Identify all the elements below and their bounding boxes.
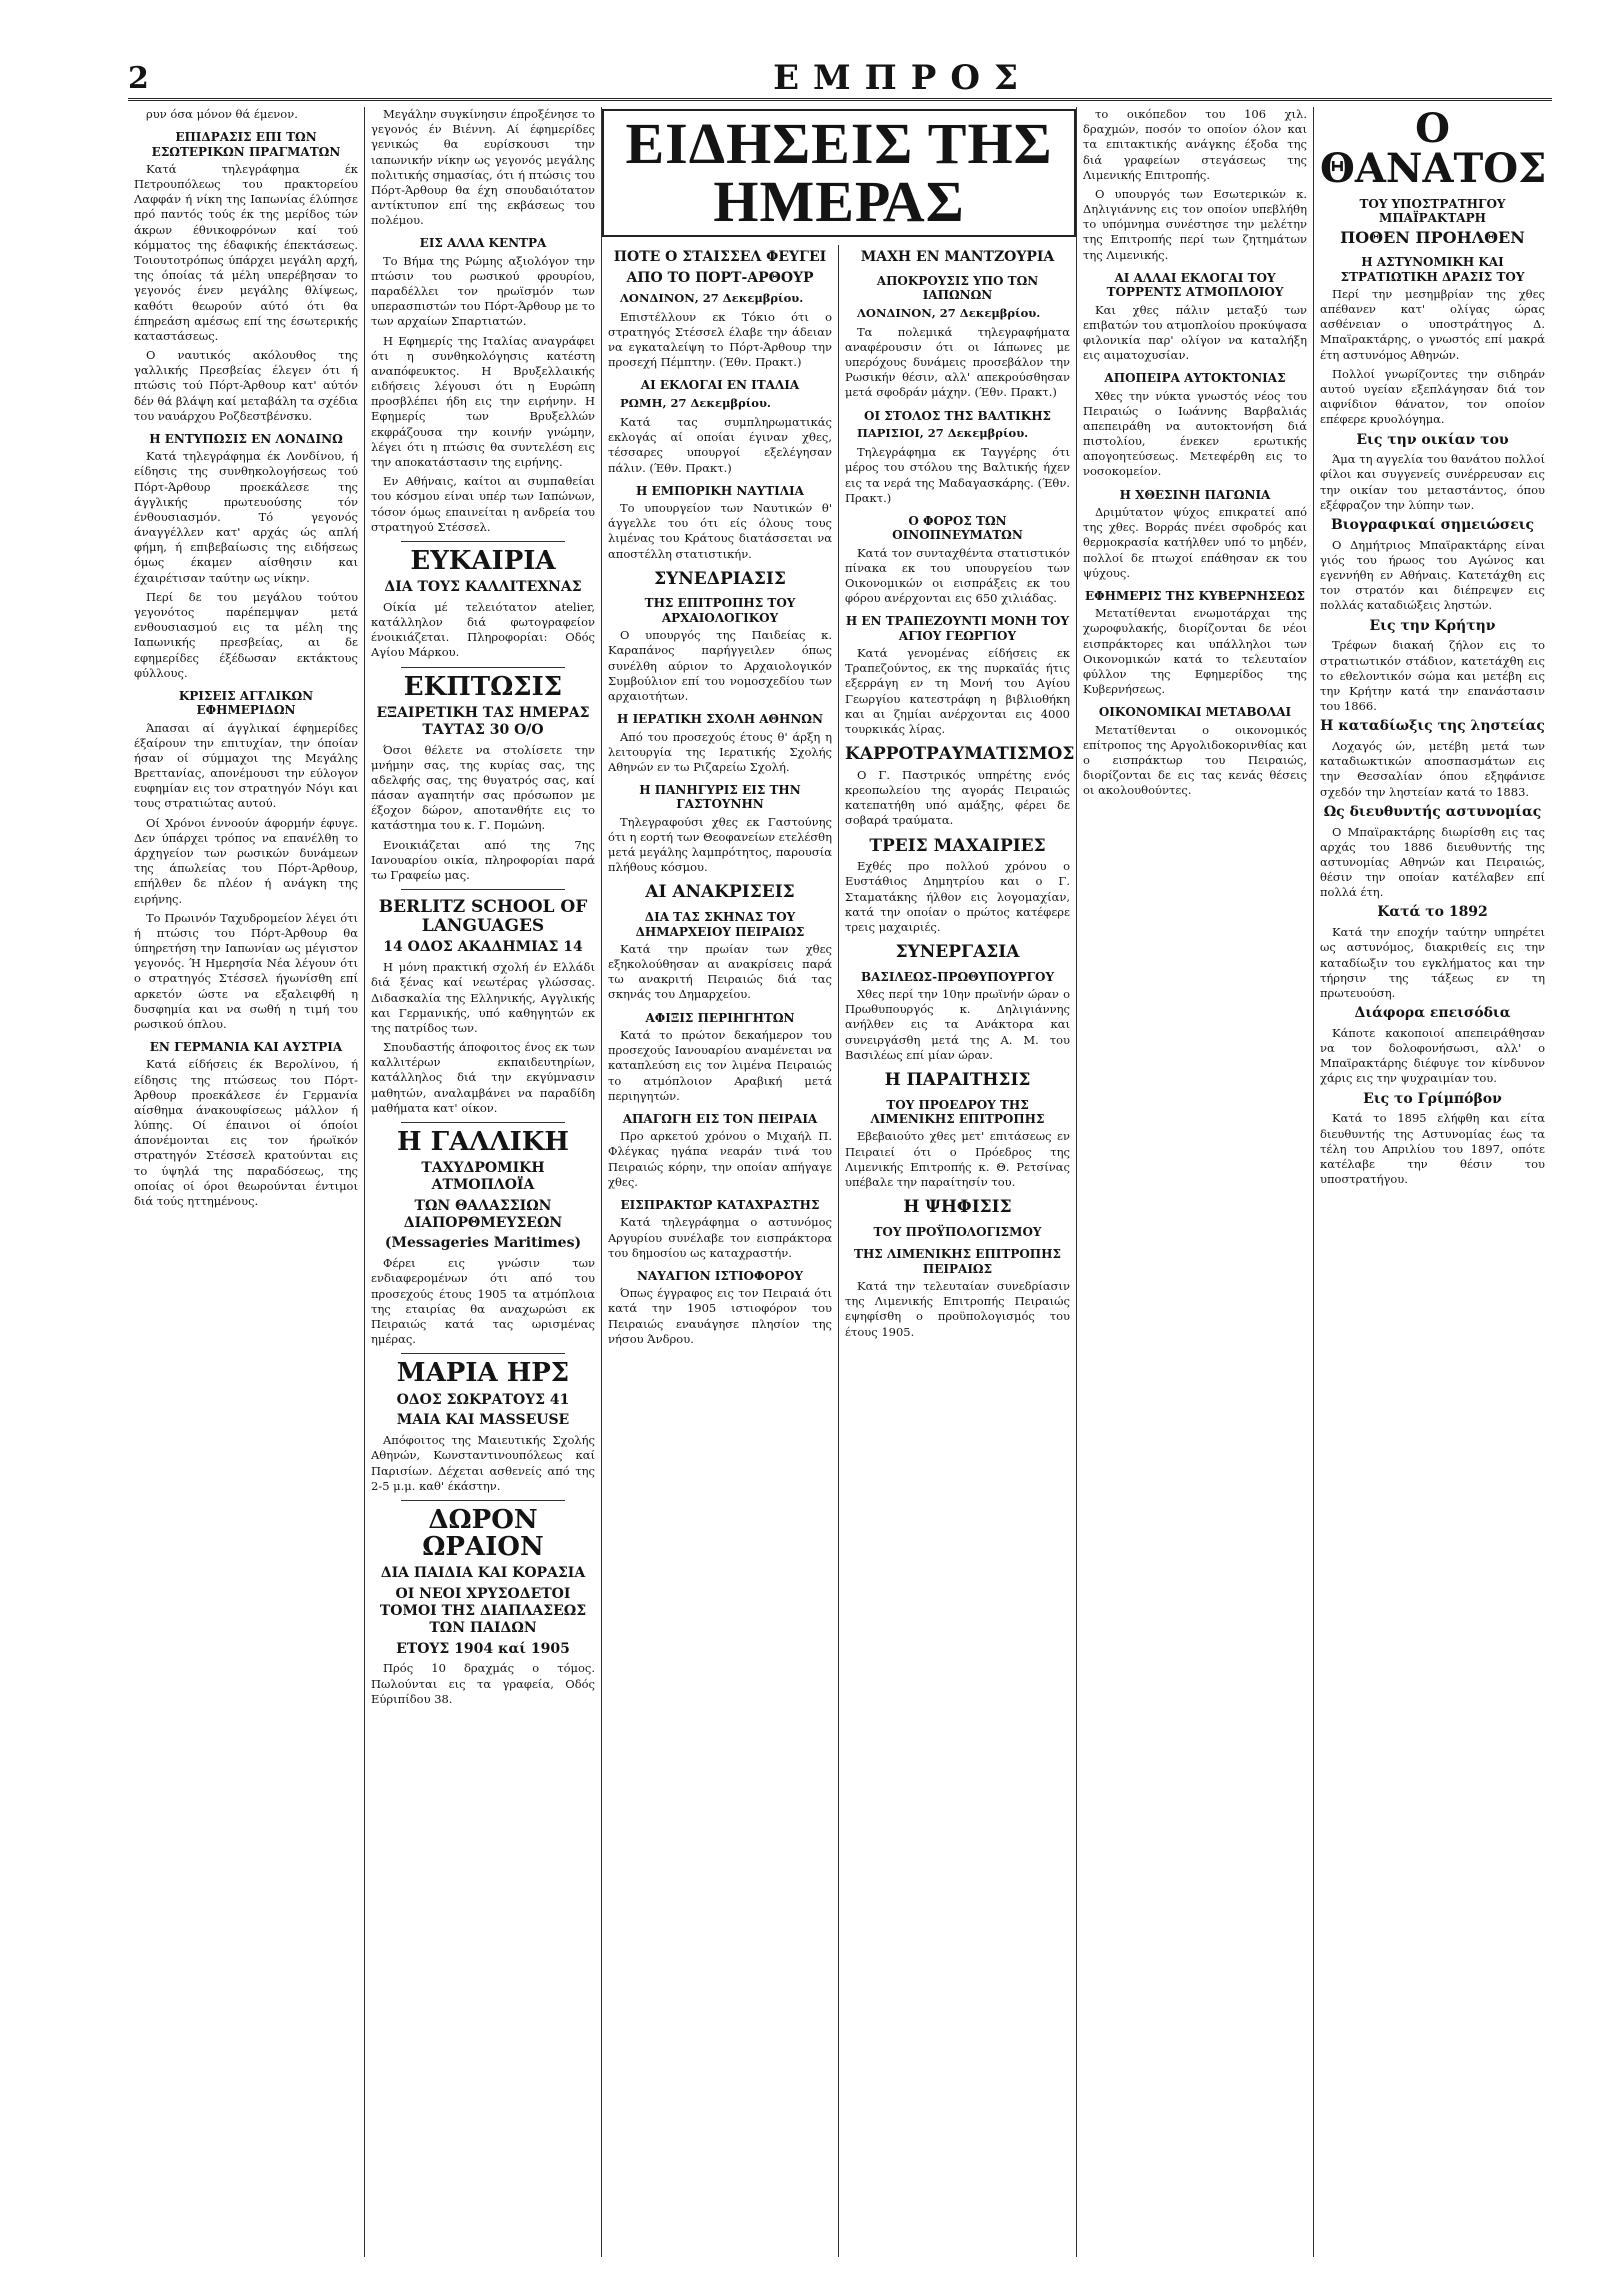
headline: Η ΨΗΦΙΣΙΣ: [903, 1197, 1012, 1218]
dateline: ΡΩΜΗ, 27 Δεκεμβρίου.: [620, 395, 771, 410]
headline: ΑΠΟΠΕΙΡΑ ΑΥΤΟΚΤΟΝΙΑΣ: [1104, 371, 1286, 386]
headline: Ο ΦΟΡΟΣ ΤΩΝ ΟΙΝΟΠΝΕΥΜΑΤΩΝ: [892, 513, 1023, 543]
column-6: [1314, 107, 1551, 2257]
section-heading: Η καταδίωξις της ληστείας: [1320, 718, 1545, 735]
article-text: Περί δε του μεγάλου τούτου γεγονότος παρέπεμψαν μετά ενθουσιασμού εις τα μέλη της Ιαπωνικής πρεσβείας, αι δε εφημερίδες έξέδωσαν εκτάκτους φύλλους.: [134, 589, 358, 680]
divider: [401, 1353, 565, 1354]
headline: ΕΦΗΜΕΡΙΣ ΤΗΣ ΚΥΒΕΡΝΗΣΕΩΣ: [1084, 588, 1305, 603]
page-number: 2: [128, 60, 149, 96]
article-text: Μετατίθενται ενωμοτάρχαι της χωροφυλακής, διορίζονται δε νέοι εισπράκτορες και υπάλληλοι των Οικονομικών κατά το τελευταίον φύλλον της Εφημερίδος της Κυβερνήσεως.: [1083, 606, 1307, 697]
article-text: Τηλεγράφημα εκ Ταγγέρης ότι μέρος του στόλου της Βαλτικής ήχεν εις τα νερά της Μαδαγασκάρης. (Έθν. Πρακτ.): [845, 445, 1070, 505]
article-text: Κάποτε κακοποιοί απεπειράθησαν να τον δολοφονήσωσι, αλλ' ο Μπαϊρακτάρης διέφυγε τον κίνδυνον χάρις εις την ψυχραιμίαν του.: [1320, 1025, 1545, 1086]
article-text: το οικόπεδον του 106 χιλ. δραχμών, ποσόν το οποίον όλον και τα επιτακτικής ανάγκης έξοδα της διά γραφείων στεγάσεως της Λιμενικής Επιτροπής.: [1083, 107, 1307, 182]
ad-subheadline: MAIA KAI MASSEUSE: [396, 1412, 570, 1429]
article-text: Άμα τη αγγελία του θανάτου πολλοί φίλοι και συγγενείς συνέρρευσαν εις την οικίαν του μεταστάντος, όπου εξέφραζον την λύπην των.: [1320, 452, 1545, 512]
main-headline: ΕΙΔΗΣΕΙΣ ΤΗΣ ΗΜΕΡΑΣ: [602, 109, 1076, 237]
feature-subheadline: ΤΟΥ ΥΠΟΣΤΡΑΤΗΓΟΥ ΜΠΑΪΡΑΚΤΑΡΗ: [1359, 197, 1506, 226]
article-text: Τα πολεμικά τηλεγραφήματα αναφέρουσιν ότι οι Ιάπωνες με υπερόχους δυνάμεις προσεβάλον την Ρωσικήν θέσιν, αλλ' απεκρούσθησαν μετά σφοδράν μάχην. (Έθν. Πρακτ.): [845, 324, 1070, 400]
article-text: Και χθες πάλιν μεταξύ των επιβατών του ατμοπλοίου προκύψασα φιλονικία παρ' ολίγον να καταλήξη εις αιματοχυσίαν.: [1083, 302, 1307, 363]
dateline: ΛΟΝΔΙΝΟΝ, 27 Δεκεμβρίου.: [857, 305, 1041, 320]
article-text: ρυν όσα μόνον θά έμενον.: [146, 107, 298, 121]
feature-subheadline: Η ΑΣΤΥΝΟΜΙΚΗ ΚΑΙ ΣΤΡΑΤΙΩΤΙΚΗ ΔΡΑΣΙΣ ΤΟΥ: [1340, 255, 1525, 284]
article-text: Κατά την εποχήν ταύτην υπηρέτει ως αστυνόμος, διακριθείς εις την καταδίωξιν του εγκλήματος και την τήρησιν της τάξεως εν τη πρωτευούση.: [1320, 925, 1545, 1000]
article-text: Το Πρωινόν Ταχυδρομείον λέγει ότι ή πτώσις του Πόρτ-Άρθουρ θα ύπηρετήση την Ιαπωνίαν ως μέγιστον γεγονός. Ή Ημερησία Νέα λέγουν ότι ο στρατηγός Στέσσελ ήγωνίσθη επί αρκετόν ώστε να εξαλειφθή η δυσφημία και να σωθή η τιμή του ρωσικού όπλου.: [134, 910, 358, 1031]
headline: ΚΑΡΡΟΤΡΑΥΜΑΤΙΣΜΟΣ: [845, 744, 1075, 765]
ad-text: Απόφοιτος της Μαιευτικής Σχολής Αθηνών, Κωνσταντινουπόλεως καί Παρισίων. Δέχεται ασθενείς από της 2-5 μ.μ. καθ' έκάστην.: [371, 1433, 595, 1493]
article-text: Προ αρκετού χρόνου ο Μιχαήλ Π. Φλέγκας ηγάπα νεαράν τινά του Πειραιώς κόρην, την οποίαν απήγαγε χθες.: [608, 1129, 832, 1189]
column-3: [602, 245, 839, 2257]
headline: Η ΕΝ ΤΡΑΠΕΖΟΥΝΤΙ ΜΟΝΗ ΤΟΥ ΑΓΙΟΥ ΓΕΩΡΓΙΟΥ: [845, 614, 1070, 643]
column-2: [365, 107, 602, 2257]
article-text: Ο Δημήτριος Μπαϊρακτάρης είναι γιός του ήρωος του Αγώνος και εγεννήθη εν Αθήναις. Κατετάχθη εις τον στρατόν και διέπρεψεν εις πολλάς καταδιώξεις ληστών.: [1320, 537, 1545, 613]
article-text: Περί την μεσημβρίαν της χθες απέθανεν κατ' ολίγας ώρας ασθένειαν ο υποστράτηγος Δ. Μπαϊρακτάρης, ο γνωστός επί μακρά έτη αστυνόμος Αθηνών.: [1320, 286, 1545, 362]
headline: ΟΙΚΟΝΟΜΙΚΑΙ ΜΕΤΑΒΟΛΑΙ: [1098, 705, 1292, 720]
column-4: [839, 245, 1076, 2257]
ad-subheadline: ΤΩΝ ΘΑΛΑΣΣΙΩΝ ΔΙΑΠΟΡΘΜΕΥΣΕΩΝ: [403, 1197, 563, 1231]
headline: ΣΥΝΕΔΡΙΑΣΙΣ: [654, 568, 786, 589]
headline: ΕΙΣΠΡΑΚΤΩΡ ΚΑΤΑΧΡΑΣΤΗΣ: [620, 1197, 820, 1212]
ad-headline: ΜΑΡΙΑ ΗΡΣ: [396, 1358, 570, 1389]
headline: ΠΟΤΕ Ο ΣΤΑΙΣΣΕΛ ΦΕΥΓΕΙ: [613, 249, 827, 265]
article-text: Κατά την τελευταίαν συνεδρίασιν της Λιμενικής Επιτροπής Πειραιώς εψηφίσθη ο προϋπολογισμός του έτους 1905.: [845, 1279, 1070, 1339]
headline: ΝΑΥΑΓΙΟΝ ΙΣΤΙΟΦΟΡΟΥ: [637, 1268, 803, 1283]
headline: ΚΡΙΣΕΙΣ ΑΓΓΛΙΚΩΝ ΕΦΗΜΕΡΙΔΩΝ: [178, 688, 314, 718]
headline: ΤΗΣ ΛΙΜΕΝΙΚΗΣ ΕΠΙΤΡΟΠΗΣ ΠΕΙΡΑΙΩΣ: [854, 1247, 1061, 1276]
divider: [401, 889, 565, 890]
article-text: Το Βήμα της Ρώμης αξιολόγον την πτώσιν του ρωσικού φρουρίου, παραδέλλει τον ηρωϊσμόν των υπερασπιστών του Πόρτ-Άρθουρ με το των αρχαίων Σπαρτιατών.: [371, 253, 595, 329]
article-text: Κατά τον συνταχθέντα στατιστικόν πίνακα εκ του υπουργείου των Οικονομικών οι εισπράξεις εκ του φόρου ανέρχονται εις 650 χιλιάδας.: [845, 545, 1070, 606]
article-text: Οί Χρόνοι έννοούν άφορμήν έφυγε. Δεν ύπάρχει τρόπος να επανέλθη το άρχηγείον των ρωσικών δυνάμεων της άπωλείας του Πόρτ-Άρθουρ, επήλθεν δε πλέον ή ανάγκη της ειρήνης.: [134, 815, 358, 906]
ad-subheadline: ΤΑΧΥΔΡΟΜΙΚΗ ΑΤΜΟΠΛΟΪΑ: [421, 1160, 545, 1194]
section-heading: Εις την οικίαν του: [1356, 431, 1509, 448]
article-text: Από του προσεχούς έτους θ' άρξη η λειτουργία της Ιερατικής Σχολής Αθηνών εν τω Ριζαρείω Σχολή.: [608, 729, 832, 774]
divider: [401, 541, 565, 542]
article-text: Κατά την πρωίαν των χθες εξηκολούθησαν αι ανακρίσεις παρά τω ανακριτή Πειραιώς διά τας σκηνάς του Δημαρχείου.: [608, 941, 832, 1002]
headline: ΟΙ ΣΤΟΛΟΣ ΤΗΣ ΒΑΛΤΙΚΗΣ: [863, 408, 1052, 423]
section-heading: Διάφορα επεισόδια: [1354, 1005, 1511, 1022]
section-heading: Εις την Κρήτην: [1369, 617, 1496, 634]
article-text: Κατά το πρώτον δεκαήμερον του προσεχούς Ιανουαρίου αναμένεται να καταπλεύση εις τον λιμένα Πειραιώς το ατμόπλοιον Αραβική μετά περιηγητών.: [608, 1028, 832, 1103]
article-text: Χθες περί την 10ην πρωϊνήν ώραν ο Πρωθυπουργός κ. Δηλιγιάννης ανήλθεν εις τα Ανάκτορα και συνειργάσθη μετά της Α. Μ. του Βασιλέως επί μίαν ώραν.: [845, 987, 1070, 1062]
ad-subheadline: ΟΔΟΣ ΣΩΚΡΑΤΟΥΣ 41: [396, 1391, 570, 1408]
headline: ΑΙ ΑΛΛΑΙ ΕΚΛΟΓΑΙ ΤΟΥ ΤΟΡΡΕΝΤΣ ΑΤΜΟΠΛΟΙΟΥ: [1106, 270, 1284, 300]
headline: Η ΠΑΡΑΙΤΗΣΙΣ: [884, 1070, 1031, 1090]
article-text: Λοχαγός ών, μετέβη μετά των καταδιωκτικών αποσπασμάτων εις την Θεσσαλίαν όπου εξηφάνισε σχεδόν την ληστείαν κατά το 1883.: [1320, 739, 1545, 799]
section-heading: Βιογραφικαί σημειώσεις: [1330, 516, 1535, 533]
headline: ΤΟΥ ΠΡΟΕΔΡΟΥ ΤΗΣ ΛΙΜΕΝΙΚΗΣ ΕΠΙΤΡΟΠΗΣ: [870, 1097, 1045, 1127]
ad-subheadline: ΟΙ ΝΕΟΙ ΧΡΥΣΟΔΕΤΟΙ ΤΟΜΟΙ ΤΗΣ ΔΙΑΠΛΑΣΕΩΣ ΤΩΝ ΠΑΙΔΩΝ: [379, 1586, 587, 1636]
headline: ΑΦΙΞΙΣ ΠΕΡΙΗΓΗΤΩΝ: [645, 1010, 795, 1025]
article-text: Τηλεγραφούσι χθες εκ Γαστούνης ότι η εορτή των Θεοφανείων ετελέσθη μετά μεγάλης λαμπρότητος, παρουσία πλήθους κόσμου.: [608, 814, 832, 875]
dateline: ΠΑΡΙΣΙΟΙ, 27 Δεκεμβρίου.: [857, 426, 1029, 440]
article-text: Ο ναυτικός ακόλουθος της γαλλικής Πρεσβείας έλεγεν ότι ή πτώσις τού Πόρτ-Άρθουρ κατ' αύτόν δέν θά βλάψη καί μεταβάλη τα σχέδια του ναυάρχου Ροζδεστβένσκυ.: [134, 348, 358, 423]
article-text: Κατά τηλεγράφημα ο αστυνόμος Αργυρίου συνέλαβε τον εισπράκτορα του δημοσίου ως καταχραστήν.: [608, 1215, 832, 1260]
headline: Η ΠΑΝΗΓΥΡΙΣ ΕΙΣ ΤΗΝ ΓΑΣΤΟΥΝΗΝ: [639, 783, 801, 812]
article-text: Κατά τηλεγράφημα έκ Λονδίνου, ή είδησις της συνθηκολογήσεως τού Πόρτ-Άρθουρ προεκάλεσε της άγγλικής πρωτευούσης τόν ένθουσιασμόν. Τό γεγονός άναγγέλλεν κατ' αρχάς ώς απλή φήμη, ή επιβεβαίωσις της ειδήσεως όμως έκαμεν αίσθησιν και έχαιρέτισαν ταύτην ως νίκην.: [134, 449, 358, 585]
article-text: Εν Αθήναις, καίτοι αι συμπαθείαι του κόσμου είναι υπέρ των Ιαπώνων, τόσον όμως επαινείται η ανδρεία του στρατηγού Στέσσελ.: [371, 474, 595, 534]
article-text: Η Εφημερίς της Ιταλίας αναγράφει ότι η συνθηκολόγησις κατέστη αναπόφευκτος. Η Βρυξελλαικής ειδήσεις λέγουσι ότι η Ευρώπη προσβλέπει ήδη εις την ειρήνην. Η Εφημερίς των Βρυξελλών εκφράζουσα την κοινήν γνώμην, λέγει ότι η πτώσις θα συντελέση εις την αποκατάστασιν της ειρήνης.: [371, 333, 595, 469]
article-text: Πολλοί γνωρίζοντες την σιδηράν αυτού υγείαν εξεπλάγησαν διά τον αιφνίδιον θάνατον, τον οποίον επέφερε κρυολόγημα.: [1320, 366, 1545, 427]
headline: ΕΠΙΔΡΑΣΙΣ ΕΠΙ ΤΩΝ ΕΣΩΤΕΡΙΚΩΝ ΠΡΑΓΜΑΤΩΝ: [151, 130, 341, 159]
headline: ΤΟΥ ΠΡΟΫΠΟΛΟΓΙΣΜΟΥ: [873, 1224, 1042, 1239]
ad-text: Ενοικιάζεται από της 7ης Ιανουαρίου οικία, πληροφορίαι παρά τω Γραφείω μας.: [371, 837, 595, 882]
article-text: Το υπουργείον των Ναυτικών θ' άγγελλε του ότι είς όλους τους λιμένας του Κράτους διατάσσεται να αποστέλλη στατιστικήν.: [608, 501, 832, 561]
headline: ΔΙΑ ΤΑΣ ΣΚΗΝΑΣ ΤΟΥ ΔΗΜΑΡΧΕΙΟΥ ΠΕΙΡΑΙΩΣ: [635, 910, 805, 939]
ad-text: Πρός 10 δραχμάς ο τόμος. Πωλούνται εις τα γραφεία, Οδός Εύριπίδου 38.: [371, 1661, 595, 1706]
article-text: Κατά τας συμπληρωματικάς εκλογάς αί οποίαι έγιναν χθες, τέσσαρες υπουργοί εξελέγησαν πάλιν. (Έθν. Πρακτ.): [608, 415, 832, 475]
article-text: Κατά το 1895 ελήφθη και είτα διευθυντής της Αστυνομίας έως τα τέλη του Απριλίου του 1897, οπότε κατέλαβε την θέσιν του υποστρατήγου.: [1320, 1111, 1545, 1187]
section-heading: Εις το Γρίμπόβον: [1363, 1090, 1502, 1107]
article-text: Ο Μπαϊρακτάρης διωρίσθη εις τας αρχάς του 1886 διευθυντής της αστυνομίας Αθηνών και Πειραιώς, θέσιν την οποίαν κατέλαβεν επί πολλά έτη.: [1320, 824, 1545, 900]
headline: ΑΠΟ ΤΟ ΠΟΡΤ-ΑΡΘΟΥΡ: [626, 269, 814, 286]
article-text: Εχθές προ πολλού χρόνου ο Ευστάθιος Δημητρίου και ο Γ. Σταματάκης ήλθον εις λογομαχίαν, κατά την οποίαν ο πρώτος κατέφερε τρεις μαχαιριές.: [845, 859, 1070, 934]
ad-subheadline: ΔΙΑ ΠΑΙΔΙΑ ΚΑΙ ΚΟΡΑΣΙΑ: [380, 1565, 586, 1582]
dateline: ΛΟΝΔΙΝΟΝ, 27 Δεκεμβρίου.: [620, 290, 804, 305]
news-columns: [602, 245, 1076, 2257]
headline: ΑΙ ΕΚΛΟΓΑΙ ΕΝ ΙΤΑΛΙΑ: [640, 378, 800, 393]
headline: Η ΧΘΕΣΙΝΗ ΠΑΓΩΝΙΑ: [1119, 487, 1271, 502]
article-text: Τρέφων διακαή ζήλον εις το στρατιωτικόν στάδιον, κατετάχθη εις το εθελοντικόν σώμα και μετέβη εις την Κρήτην κατά την επανάστασιν του 1866.: [1320, 638, 1545, 714]
headline: ΑΠΑΓΩΓΗ ΕΙΣ ΤΟΝ ΠΕΙΡΑΙΑ: [622, 1111, 818, 1126]
ad-headline: ΔΩΡΟΝ ΩΡΑΙΟΝ: [422, 1504, 544, 1563]
article-text: Ο υπουργός της Παιδείας κ. Καραπάνος παρήγγειλεν όπως συνέλθη αύριον το Αρχαιολογικόν Συμβούλιον επί του νομοσχεδίου των αρχαιοτήτων.: [608, 628, 832, 703]
ad-headline: Η ΓΑΛΛΙΚΗ: [397, 1126, 569, 1157]
page-header: [128, 58, 1552, 101]
headline: ΤΡΕΙΣ ΜΑΧΑΙΡΙΕΣ: [869, 835, 1046, 856]
columns: [128, 107, 1552, 2257]
ad-headline: ΕΚΠΤΩΣΙΣ: [403, 671, 563, 702]
article-text: Άπασαι αί άγγλικαί έφημερίδες έξαίρουν την επιτυχίαν, την όποίαν ήσαν οί σύμμαχοι της Μεγάλης Βρεττανίας, απονέμουσι την εύλογον ευφημίαν εις τον στρατηγόν Νόγι και τους στρατιώτας αυτού.: [134, 720, 358, 811]
ad-text: Σπουδαστής άποφοιτος ένος εκ των καλλιτέρων εκπαιδευτηρίων, κατάλληλος διά την εκγύμνασιν μαθητών, αναλαμβάνει να παραδίδη μαθήματα κατ' οίκον.: [371, 1040, 595, 1115]
article-text: Μετατίθενται ο οικονομικός επίτροπος της Αργολιδοκορινθίας και ο εισπράκτωρ του Πειραιώς, διορίζονται δε εις τας κενάς θέσεις οι ακολουθούντες.: [1083, 722, 1307, 798]
headline: Η ΕΝΤΥΠΩΣΙΣ ΕΝ ΛΟΝΔΙΝΩ: [149, 431, 343, 446]
headline: ΑΠΟΚΡΟΥΣΙΣ ΥΠΟ ΤΩΝ ΙΑΠΩΝΩΝ: [876, 273, 1039, 303]
headline: ΜΑΧΗ ΕΝ ΜΑΝΤΖΟΥΡΙΑ: [860, 249, 1055, 265]
ad-text: Οίκία μέ τελειότατον atelier, κατάλληλον διά φωτογραφείον ένοικιάζεται. Πληροφορίαι: Οδός Αγίου Μάρκου.: [371, 599, 595, 660]
ad-subheadline: (Messageries Maritimes): [384, 1235, 582, 1252]
ad-subheadline: ΕΞΑΙΡΕΤΙΚΗ ΤΑΣ ΗΜΕΡΑΣ ΤΑΥΤΑΣ 30 Ο/Ο: [376, 704, 590, 738]
article-text: Ο Γ. Παστρικός υπηρέτης ενός κρεοπωλείου της αγοράς Πειραιώς κατεπατήθη υπό αμάξης, φέρει δε σοβαρά τραύματα.: [845, 767, 1070, 828]
section-heading: Κατά το 1892: [1377, 904, 1488, 921]
divider: [401, 667, 565, 668]
section-heading: Ως διευθυντής αστυνομίας: [1323, 803, 1542, 820]
headline: Η ΙΕΡΑΤΙΚΗ ΣΧΟΛΗ ΑΘΗΝΩΝ: [617, 712, 823, 727]
article-text: Ο υπουργός των Εσωτερικών κ. Δηλιγιάννης εις τον οποίον υπεβλήθη το υπόμνημα συνέστησε την μελέτην της Επιτροπής περί των ζητημάτων της Λιμενικής.: [1083, 186, 1307, 262]
article-text: Επιστέλλουν εκ Τόκιο ότι ο στρατηγός Στέσσελ έλαβε την άδειαν να εγκαταλείψη το Πόρτ-Άρθουρ την προσεχή Πέμπτην. (Έθν. Πρακτ.): [608, 309, 832, 370]
article-text: Κατά τηλεγράφημα έκ Πετρουπόλεως του πρακτορείου Λαφφάν ή νίκη της Ιαπωνίας έλύπησε πρό παντός τούς έκ της μερίδος τών άκρων έθνικοφρόνων καί τού κόμματος της έδαφικής έπεκτάσεως. Τοιουτοτρόπως ύπάρχει μεγάλη αρχή, της όποίας τά μέλη υπερέβησαν το γεγονός ένεν μεγάλης θλίψεως, καθότι θεωρούν αύτό ότι θα έπηρεάση αμέσως επί της έσωτερικής καταστάσεως.: [134, 161, 358, 343]
headline: Η ΕΜΠΟΡΙΚΗ ΝΑΥΤΙΛΙΑ: [636, 483, 804, 498]
masthead: ΕΜΠΡΟΣ: [773, 58, 1032, 98]
article-text: Δριμύτατον ψύχος επικρατεί από της χθες. Βορράς πνέει σφοδρός και θερμοκρασία κατήλθεν υπό το μηδέν, πολλοί δε πτωχοί επάθησαν εκ του ψύχους.: [1083, 505, 1307, 580]
headline: ΕΝ ΓΕΡΜΑΝΙΑ ΚΑΙ ΑΥΣΤΡΙΑ: [149, 1040, 343, 1055]
article-text: Κατά είδήσεις έκ Βερολίνου, ή είδησις της πτώσεως του Πόρτ-Άρθουρ προεκάλεσε έν Γερμανία αίσθημα άνακουφίσεως μάλλον ή λύπης. Οί έπαινοι οί όποίοι άπονέμονται εις τον ήρωϊκόν στρατηγόν Στέσσελ κρατούνται εις το ύψηλά της παραδόσεως, της οποίας οί όροι θεωρούνται έντιμοι διά τούς ηττημένους.: [134, 1057, 358, 1208]
headline: ΤΗΣ ΕΠΙΤΡΟΠΗΣ ΤΟΥ ΑΡΧΑΙΟΛΟΓΙΚΟΥ: [644, 596, 796, 625]
article-text: Κατά γενομένας είδήσεις εκ Τραπεζούντος, εκ της πυρκαϊάς ήτις εξερράγη εν τη Μονή του Αγίου Γεωργίου κατεστράφη η βιβλιοθήκη και αι ζημίαι ανέρχονται εις 4000 τουρκικάς λίρας.: [845, 646, 1070, 736]
ad-subheadline: 14 ΟΔΟΣ ΑΚΑΔΗΜΙΑΣ 14: [383, 939, 583, 956]
divider: [401, 1122, 565, 1123]
article-text: Όπως έγγραφος εις τον Πειραιά ότι κατά την 1905 ιστιοφόρον του Πειραιώς εναυάγησε πλησίον της νήσου Άνδρου.: [608, 1286, 832, 1346]
ad-text: Φέρει εις γνώσιν των ενδιαφερομένων ότι από του προσεχούς έτους 1905 τα ατμόπλοια της εταιρίας θα αναχωρώσι εκ Πειραιώς κατά τας ωρισμένας ημέρας.: [371, 1256, 595, 1347]
ad-text: Όσοι θέλετε να στολίσετε την μνήμην σας, της κυρίας σας, της αδελφής σας, της θυγατρός σας, καί πάσαν αγαπητήν σας πρόσωπον με έξοχον δώρον, αποτανθήτε εις το κατάστημα του κ. Γ. Πομώνη.: [371, 742, 595, 833]
ad-subheadline: ΔΙΑ ΤΟΥΣ ΚΑΛΛΙΤΕΧΝΑΣ: [384, 579, 582, 596]
article-text: Χθες την νύκτα γνωστός νέος του Πειραιώς ο Ιωάννης Βαρβαλιάς απεπειράθη να αυτοκτονήση διά πιστολίου, ένεκεν ερωτικής απογοητεύσεως. Μετεφέρθη εις το νοσοκομείον.: [1083, 388, 1307, 479]
headline: ΒΑΣΙΛΕΩΣ-ΠΡΩΘΥΠΟΥΡΓΟΥ: [860, 969, 1055, 984]
headline: ΣΥΝΕΡΓΑΣΙΑ: [895, 942, 1020, 963]
article-text: Εβεβαιούτο χθες μετ' επιτάσεως εν Πειραιεί ότι ο Πρόεδρος της Λιμενικής Επιτροπής κ. Θ. Ρετσίνας υπέβαλε την παραίτησίν του.: [845, 1129, 1070, 1189]
headline: ΑΙ ΑΝΑΚΡΙΣΕΙΣ: [645, 882, 795, 903]
feature-subheadline: ΠΟΘΕΝ ΠΡΟΗΛΘΕΝ: [1340, 227, 1525, 247]
column-5: [1077, 107, 1314, 2257]
news-section: [602, 107, 1077, 2257]
ad-headline: ΕΥΚΑΙΡΙΑ: [410, 545, 556, 576]
ad-headline: BERLITZ SCHOOL OF LANGUAGES: [378, 897, 588, 936]
article-text: Μεγάλην συγκίνησιν έπροξένησε το γεγονός έν Βιέννη. Αί έφημερίδες γενικώς θα ευρίσκουσι την ιαπωνικήν νίκην ως γεγονός μεγάλης πολιτικής σημασίας, ότι ή πτώσις του Πόρτ-Άρθουρ θα έχη σπουδαιότατον αντίκτυπον επί της εκβάσεως του πολέμου.: [371, 107, 595, 228]
column-1: [128, 107, 365, 2257]
feature-headline: Ο ΘΑΝΑΤΟΣ: [1320, 107, 1547, 192]
divider: [401, 1500, 565, 1501]
headline: ΕΙΣ ΑΛΛΑ ΚΕΝΤΡΑ: [419, 236, 547, 251]
ad-subheadline: ΕΤΟΥΣ 1904 καί 1905: [396, 1640, 570, 1657]
ad-text: Η μόνη πρακτική σχολή έν Ελλάδι διά ξένας καί νεωτέρας γλώσσας. Διδασκαλία της Ελληνικής, Αγγλικής και Γερμανικής, υπό καθηγητών εκ της πατρίδος των.: [371, 960, 595, 1035]
